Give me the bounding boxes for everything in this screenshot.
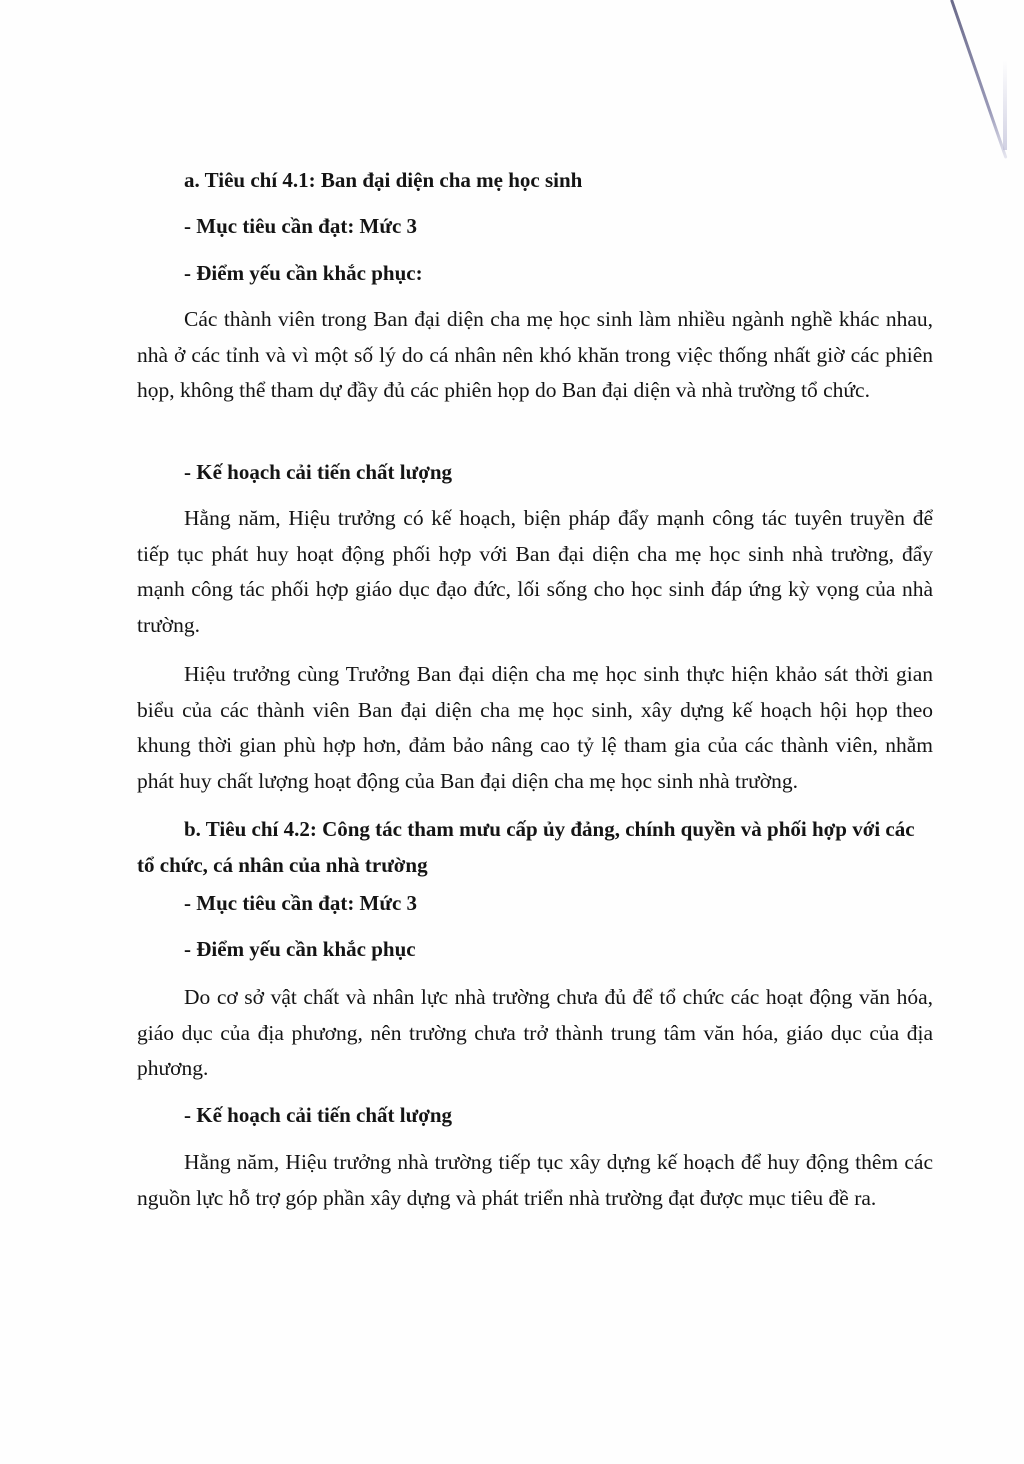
- section-a-goal: - Mục tiêu cần đạt: Mức 3: [184, 214, 418, 238]
- section-a-title: a. Tiêu chí 4.1: Ban đại diện cha mẹ học sinh: [184, 168, 583, 192]
- section-b-goal: - Mục tiêu cần đạt: Mức 3: [184, 891, 418, 915]
- section-b-weakness-heading: - Điểm yếu cần khắc phục: [184, 937, 416, 961]
- section-b-plan-text: Hằng năm, Hiệu trưởng nhà trường tiếp tục xây dựng kế hoạch để huy động thêm các nguồn lực hỗ trợ góp phần xây dựng và phát triển nhà trường đạt được mục tiêu đề ra.: [137, 1150, 933, 1210]
- section-b-title: b. Tiêu chí 4.2: Công tác tham mưu cấp ủy đảng, chính quyền và phối hợp với các tổ chức, cá nhân của nhà trường: [137, 817, 915, 877]
- section-a-plan-paragraph: Hằng năm, Hiệu trưởng có kế hoạch, biện pháp đẩy mạnh công tác tuyên truyền để tiếp tục phát huy hoạt động phối hợp với Ban đại diện cha mẹ học sinh nhà trường, đẩy mạnh công tác phối hợp giáo dục đạo đức, lối sống cho học sinh đáp ứng kỳ vọng của nhà trường.: [137, 506, 933, 637]
- page-edge-shadow: [950, 0, 1008, 159]
- section-a-plan-heading: - Kế hoạch cải tiến chất lượng: [184, 460, 453, 484]
- section-a-weakness-text: Các thành viên trong Ban đại diện cha mẹ học sinh làm nhiều ngành nghề khác nhau, nhà ở các tỉnh và vì một số lý do cá nhân nên khó khăn trong việc thống nhất giờ các phiên họp, không thể tham dự đầy đủ các phiên họp do Ban đại diện và nhà trường tổ chức.: [137, 307, 933, 402]
- section-b-plan-heading: - Kế hoạch cải tiến chất lượng: [184, 1103, 453, 1127]
- page-edge-shade: [1003, 60, 1007, 150]
- section-a-weakness-heading: - Điểm yếu cần khắc phục:: [184, 261, 423, 285]
- section-a-plan-paragraph: Hiệu trưởng cùng Trưởng Ban đại diện cha mẹ học sinh thực hiện khảo sát thời gian biểu của các thành viên Ban đại diện cha mẹ học sinh, xây dựng kế hoạch hội họp theo khung thời gian phù hợp hơn, đảm bảo nâng cao tỷ lệ tham gia của các thành viên, nhằm phát huy chất lượng hoạt động của Ban đại diện cha mẹ học sinh nhà trường.: [137, 662, 933, 793]
- section-b-weakness-text: Do cơ sở vật chất và nhân lực nhà trường chưa đủ để tổ chức các hoạt động văn hóa, giáo dục của địa phương, nên trường chưa trở thành trung tâm văn hóa, giáo dục của địa phương.: [137, 985, 933, 1080]
